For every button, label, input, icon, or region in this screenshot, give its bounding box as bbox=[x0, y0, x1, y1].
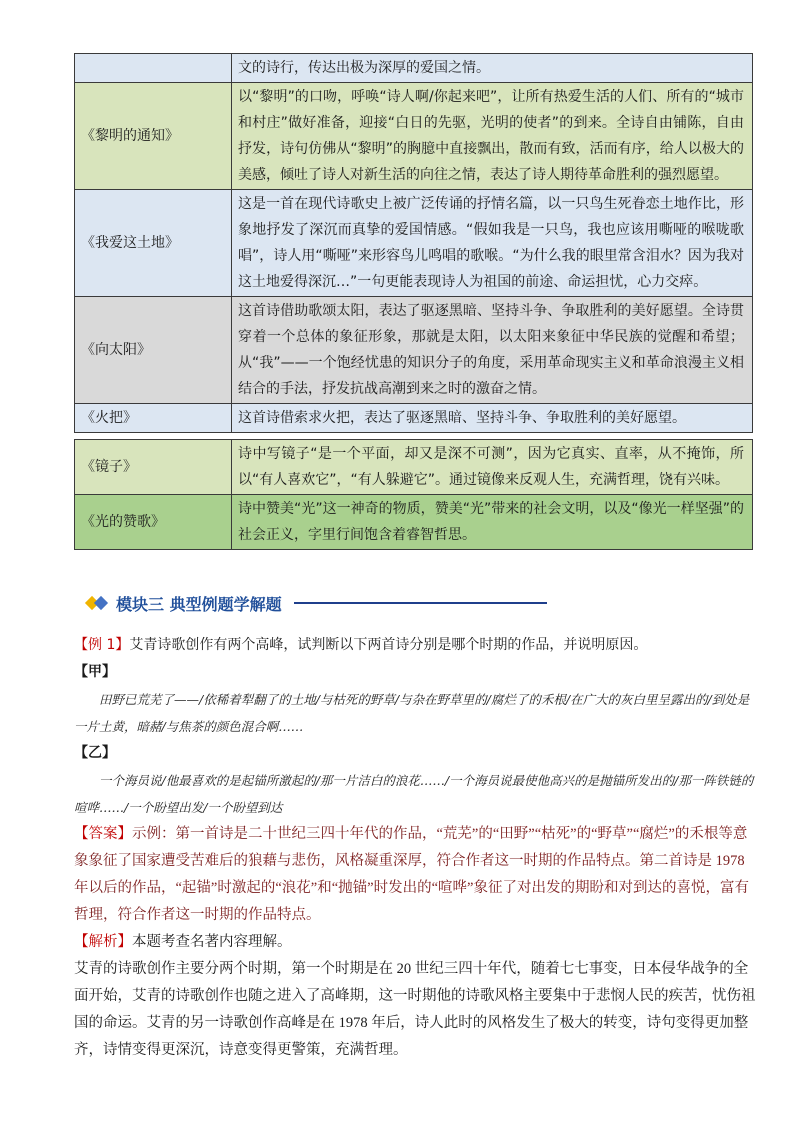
poem-description: 这首诗借助歌颂太阳，表达了驱逐黑暗、坚持斗争、争取胜利的美好愿望。全诗贯穿着一个总体的象征形象，那就是太阳，以太阳来象征中华民族的觉醒和希望；从“我”——一个饱经忧患的知识分子的角度，采用革命现实主义和革命浪漫主义相结合的手法，抒发抗战高潮到来之时的激奋之情。 bbox=[232, 297, 753, 404]
question-text: 艾青诗歌创作有两个高峰，试判断以下两首诗分别是哪个时期的作品，并说明原因。 bbox=[129, 637, 648, 653]
table-gap bbox=[75, 433, 753, 440]
answer-paragraph bbox=[74, 821, 758, 929]
poem-name bbox=[75, 54, 232, 83]
poem-description: 这首诗借索求火把，表达了驱逐黑暗、坚持斗争、争取胜利的美好愿望。 bbox=[232, 404, 753, 433]
answer-text: 示例：第一首诗是二十世纪三四十年代的作品，“荒芜”的“田野”“枯死”的“野草”“腐烂”的禾根等意象象征了国家遭受苦难后的狼藉与悲伤，风格凝重深厚，符合作者这一时期的作品特点。第二首诗是 1978 年以后的作品，“起锚”时激起的“浪花”和“抛锚”时发出的“喧哗”象征了对出发的期盼和对到达的喜悦，富有哲理，符合作者这一时期的作品特点。 bbox=[74, 826, 749, 923]
table-row bbox=[75, 83, 753, 190]
poem-description: 以“黎明”的口吻，呼唤“诗人啊/你起来吧”，让所有热爱生活的人们、所有的“城市和村庄”做好准备，迎接“白日的先驱，光明的使者”的到来。全诗自由铺陈，自由抒发，诗句仿佛从“黎明”的胸臆中直接飘出，散而有致，活而有序，给人以极大的美感，倾吐了诗人对新生活的向往之情，表达了诗人期待革命胜利的强烈愿望。 bbox=[232, 83, 753, 190]
poem-b-text: 一个海员说/他最喜欢的是起锚所激起的/那一片洁白的浪花……/一个海员说最使他高兴的是抛锚所发出的/那一阵铁链的喧哗……/一个盼望出发/一个盼望到达 bbox=[74, 773, 754, 815]
gap-cell bbox=[232, 433, 753, 440]
example-question bbox=[74, 632, 758, 659]
poem-name: 《黎明的通知》 bbox=[75, 83, 232, 190]
poem-name: 《镜子》 bbox=[75, 440, 232, 495]
poem-description: 文的诗行，传达出极为深厚的爱国之情。 bbox=[232, 54, 753, 83]
analysis-lead-paragraph bbox=[74, 929, 758, 956]
module-title: 模块三 典型例题学解题 bbox=[116, 594, 282, 614]
table-row bbox=[75, 190, 753, 297]
poem-name: 《我爱这土地》 bbox=[75, 190, 232, 297]
poem-table bbox=[74, 53, 753, 550]
table-row bbox=[75, 440, 753, 495]
table-row bbox=[75, 404, 753, 433]
poem-name: 《光的赞歌》 bbox=[75, 495, 232, 550]
poem-description: 诗中赞美“光”这一神奇的物质，赞美“光”带来的社会文明，以及“像光一样坚强”的社会正义，字里行间饱含着睿智哲思。 bbox=[232, 495, 753, 550]
poem-name: 《向太阳》 bbox=[75, 297, 232, 404]
double-diamond-icon bbox=[86, 594, 110, 612]
module-heading bbox=[86, 590, 586, 616]
heading-rule bbox=[294, 602, 547, 604]
analysis-text: 艾青的诗歌创作主要分两个时期，第一个时期是在 20 世纪三四十年代，随着七七事变，日本侵华战争的全面开始，艾青的诗歌创作也随之进入了高峰期，这一时期他的诗歌风格主要集中于悲悯人民的疾苦，忧伤祖国的命运。艾青的另一诗歌创作高峰是在 1978 年后，诗人此时的风格发生了极大的转变，诗句变得更加整齐，诗情变得更深沉，诗意变得更警策，充满哲理。 bbox=[74, 961, 756, 1058]
example-section bbox=[74, 632, 758, 1064]
poem-name: 《火把》 bbox=[75, 404, 232, 433]
table-row bbox=[75, 495, 753, 550]
gap-cell bbox=[75, 433, 232, 440]
analysis-lead: 本题考查名著内容理解。 bbox=[132, 934, 292, 950]
table-row bbox=[75, 54, 753, 83]
poem-description: 诗中写镜子“是一个平面，却又是深不可测”，因为它真实、直率，从不掩饰，所以“有人喜欢它”，“有人躲避它”。通过镜像来反观人生，充满哲理，饶有兴味。 bbox=[232, 440, 753, 495]
poem-description: 这是一首在现代诗歌史上被广泛传诵的抒情名篇，以一只鸟生死眷恋土地作比，形象地抒发了深沉而真挚的爱国情感。“假如我是一只鸟，我也应该用嘶哑的喉咙歌唱”，诗人用“嘶哑”来形容鸟儿鸣唱的歌喉。“为什么我的眼里常含泪水？因为我对这土地爱得深沉…”一句更能表现诗人为祖国的前途、命运担忧，心力交瘁。 bbox=[232, 190, 753, 297]
poem-b-label: 【乙】 bbox=[74, 745, 116, 761]
example-tag: 【例 1】 bbox=[74, 637, 130, 653]
answer-tag: 【答案】 bbox=[74, 826, 132, 842]
poem-a-text: 田野已荒芜了——/依稀着犁翻了的土地/与枯死的野草/与杂在野草里的/腐烂了的禾根/在广大的灰白里呈露出的/到处是一片土黄，暗赭/与焦茶的颜色混合啊…… bbox=[74, 692, 750, 734]
poem-a-label: 【甲】 bbox=[74, 664, 116, 680]
analysis-tag: 【解析】 bbox=[74, 934, 132, 950]
table-row bbox=[75, 297, 753, 404]
